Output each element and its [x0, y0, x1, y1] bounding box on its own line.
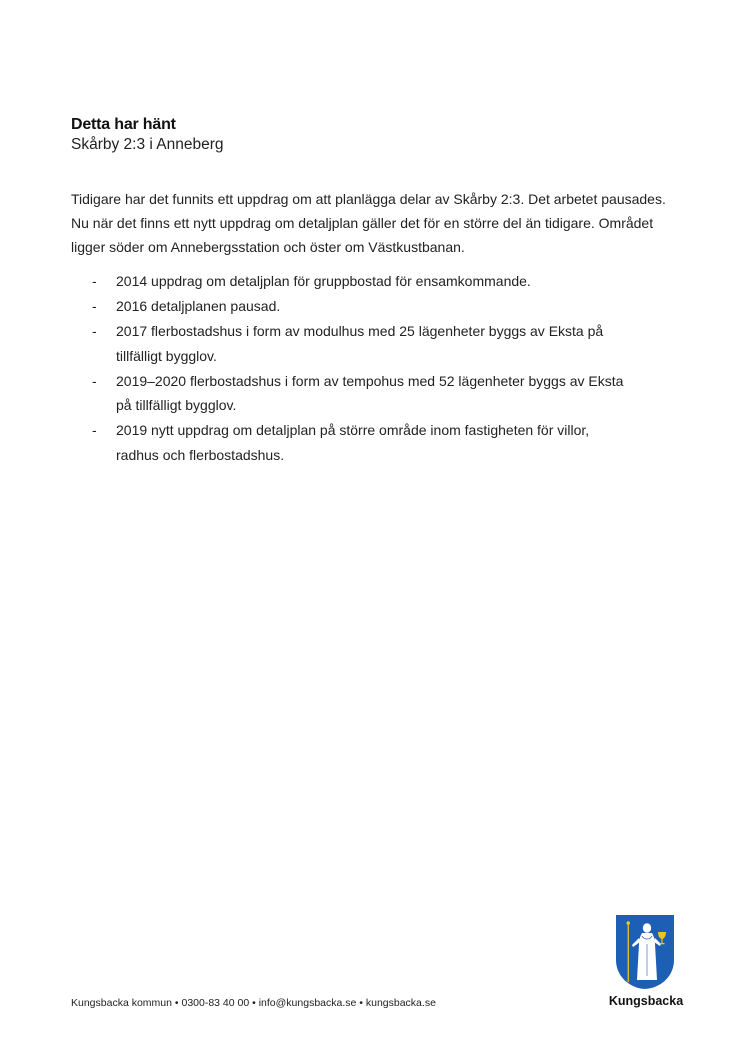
list-item [71, 269, 631, 294]
footer-contact: Kungsbacka kommun • 0300-83 40 00 • info@kungsbacka.se • kungsbacka.se [71, 997, 436, 1009]
bullet-marker: - [92, 273, 97, 289]
bullet-marker: - [92, 422, 97, 438]
events-list [71, 269, 631, 468]
list-item-text: 2019–2020 flerbostadshus i form av tempohus med 52 lägenheter byggs av Eksta på tillfälligt bygglov. [116, 372, 624, 413]
bullet-marker: - [92, 372, 97, 389]
list-item-text: 2014 uppdrag om detaljplan för gruppbostad för ensamkommande. [116, 273, 531, 289]
bullet-marker: - [92, 323, 97, 339]
list-item-text: 2019 nytt uppdrag om detaljplan på större område inom fastigheten för villor, radhus och flerbostadshus. [116, 422, 590, 463]
intro-paragraph: Tidigare har det funnits ett uppdrag om att planlägga delar av Skårby 2:3. Det arbetet pausades. Nu när det finns ett nytt uppdrag om detaljplan gäller det för en större del än tidigare. Området ligger söder om Annebergsstation och öster om Västkustbanan. [71, 191, 666, 255]
list-item [71, 294, 631, 319]
page-subtitle: Skårby 2:3 i Anneberg [71, 136, 224, 153]
logo-wordmark: Kungsbacka [608, 994, 684, 1008]
coat-of-arms-icon [615, 914, 675, 990]
list-item [71, 369, 631, 418]
bullet-marker: - [92, 298, 97, 314]
list-item-text: 2016 detaljplanen pausad. [116, 298, 281, 314]
list-item-text: 2017 flerbostadshus i form av modulhus med 25 lägenheter byggs av Eksta på tillfälligt bygglov. [116, 323, 604, 364]
list-item [71, 418, 631, 467]
kungsbacka-logo [603, 914, 689, 1014]
list-item [71, 319, 631, 368]
page-title: Detta har hänt [71, 116, 176, 133]
